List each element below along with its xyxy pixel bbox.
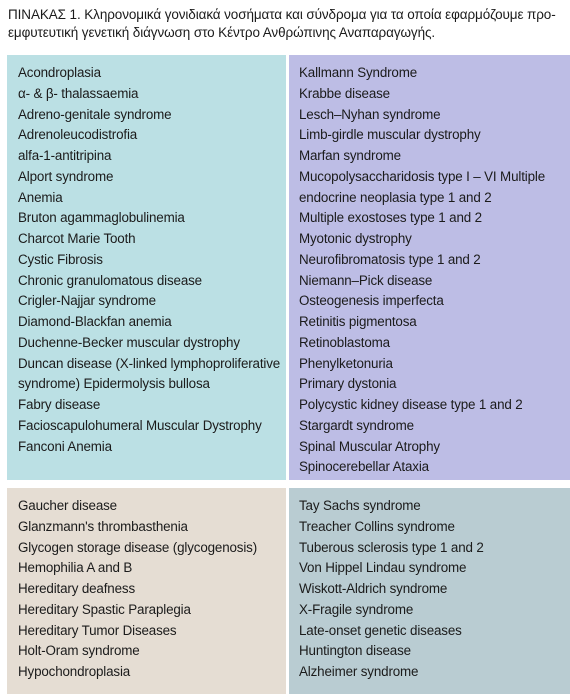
list-item: Fanconi Anemia <box>18 438 112 454</box>
list-item: Crigler-Najjar syndrome <box>18 293 156 309</box>
list-item: Diamond-Blackfan anemia <box>18 314 172 329</box>
list-item: X-Fragile syndrome <box>299 601 414 617</box>
list-item: Stargardt syndrome <box>299 417 414 433</box>
list-item: α- & β- thalassaemia <box>18 85 139 101</box>
list-item: Duchenne-Becker muscular dystrophy <box>18 334 240 350</box>
list-item: Holt-Oram syndrome <box>18 643 140 659</box>
list-item: alfa-1-antitripina <box>18 148 112 163</box>
list-item: Wiskott-Aldrich syndrome <box>299 581 448 596</box>
list-item: Krabbe disease <box>299 85 390 101</box>
list-item: Limb-girdle muscular dystrophy <box>299 127 481 143</box>
list-item: Acondroplasia <box>18 65 101 80</box>
list-item: Hypochondroplasia <box>18 664 131 679</box>
list-item: Multiple exostoses type 1 and 2 <box>299 210 482 226</box>
list-item: Alzheimer syndrome <box>299 664 419 679</box>
list-item: Tuberous sclerosis type 1 and 2 <box>299 539 484 555</box>
list-item: Charcot Marie Tooth <box>18 231 136 246</box>
cell-top-left <box>7 55 286 480</box>
list-item: Treacher Collins syndrome <box>299 518 455 534</box>
list-item: Hemophilia A and B <box>18 560 133 576</box>
list-item: Hereditary Spastic Paraplegia <box>18 601 191 617</box>
list-item: Osteogenesis imperfecta <box>299 293 444 309</box>
list-item: Facioscapulohumeral Muscular Dystrophy <box>18 417 262 433</box>
list-item: Glycogen storage disease (glycogenosis) <box>18 539 258 555</box>
list-item: Anemia <box>18 189 63 205</box>
list-item: Adreno-genitale syndrome <box>18 106 172 122</box>
list-item: Myotonic dystrophy <box>299 231 412 246</box>
list-item: Cystic Fibrosis <box>18 251 103 267</box>
list-item: Late-onset genetic diseases <box>299 622 462 638</box>
list-item: Hereditary Tumor Diseases <box>18 622 177 638</box>
list-item: Phenylketonuria <box>299 355 393 371</box>
list-item: Mucopolysaccharidosis type I – VI Multiple endocrine neoplasia type 1 and 2 <box>299 168 546 205</box>
list-item: Primary dystonia <box>299 376 397 392</box>
list-item: Huntington disease <box>299 643 411 659</box>
list-item: Kallmann Syndrome <box>299 65 418 80</box>
disease-list-top-right <box>299 63 570 478</box>
list-item: Spinocerebellar Ataxia <box>299 459 429 475</box>
list-item: Glanzmann's thrombasthenia <box>18 518 188 534</box>
table-caption: ΠΙΝΑΚΑΣ 1. Κληρονομικά γονιδιακά νοσήματα και σύνδρομα για τα οποία εφαρμόζουμε προ-εμφυτευτική γενετική διάγνωση στο Κέντρο Ανθρώπινης Αναπαραγωγής. <box>8 7 556 40</box>
cell-top-right <box>289 55 570 480</box>
list-item: Chronic granulomatous disease <box>18 272 202 288</box>
list-item: Marfan syndrome <box>299 148 401 163</box>
list-item: Neurofibromatosis type 1 and 2 <box>299 251 481 267</box>
list-item: Retinitis pigmentosa <box>299 314 417 329</box>
list-item: Hereditary deafness <box>18 581 135 596</box>
list-item: Bruton agammaglobulinemia <box>18 210 185 226</box>
list-item: Retinoblastoma <box>299 334 390 350</box>
list-item: Gaucher disease <box>18 498 117 513</box>
list-item: Von Hippel Lindau syndrome <box>299 560 467 576</box>
list-item: Spinal Muscular Atrophy <box>299 438 440 454</box>
disease-list-bottom-right <box>299 496 570 683</box>
list-item: Niemann–Pick disease <box>299 272 433 288</box>
list-item: Fabry disease <box>18 397 101 412</box>
list-item: Duncan disease (X-linked lymphoproliferative syndrome) Epidermolysis bullosa <box>18 355 281 392</box>
disease-list-top-left <box>18 63 286 457</box>
disease-list-bottom-left <box>18 496 286 683</box>
list-item: Polycystic kidney disease type 1 and 2 <box>299 397 523 412</box>
cell-bottom-right <box>289 488 570 694</box>
list-item: Alport syndrome <box>18 168 114 184</box>
cell-bottom-left <box>7 488 286 694</box>
list-item: Tay Sachs syndrome <box>299 498 421 513</box>
list-item: Lesch–Nyhan syndrome <box>299 106 441 122</box>
list-item: Adrenoleucodistrofia <box>18 127 138 143</box>
